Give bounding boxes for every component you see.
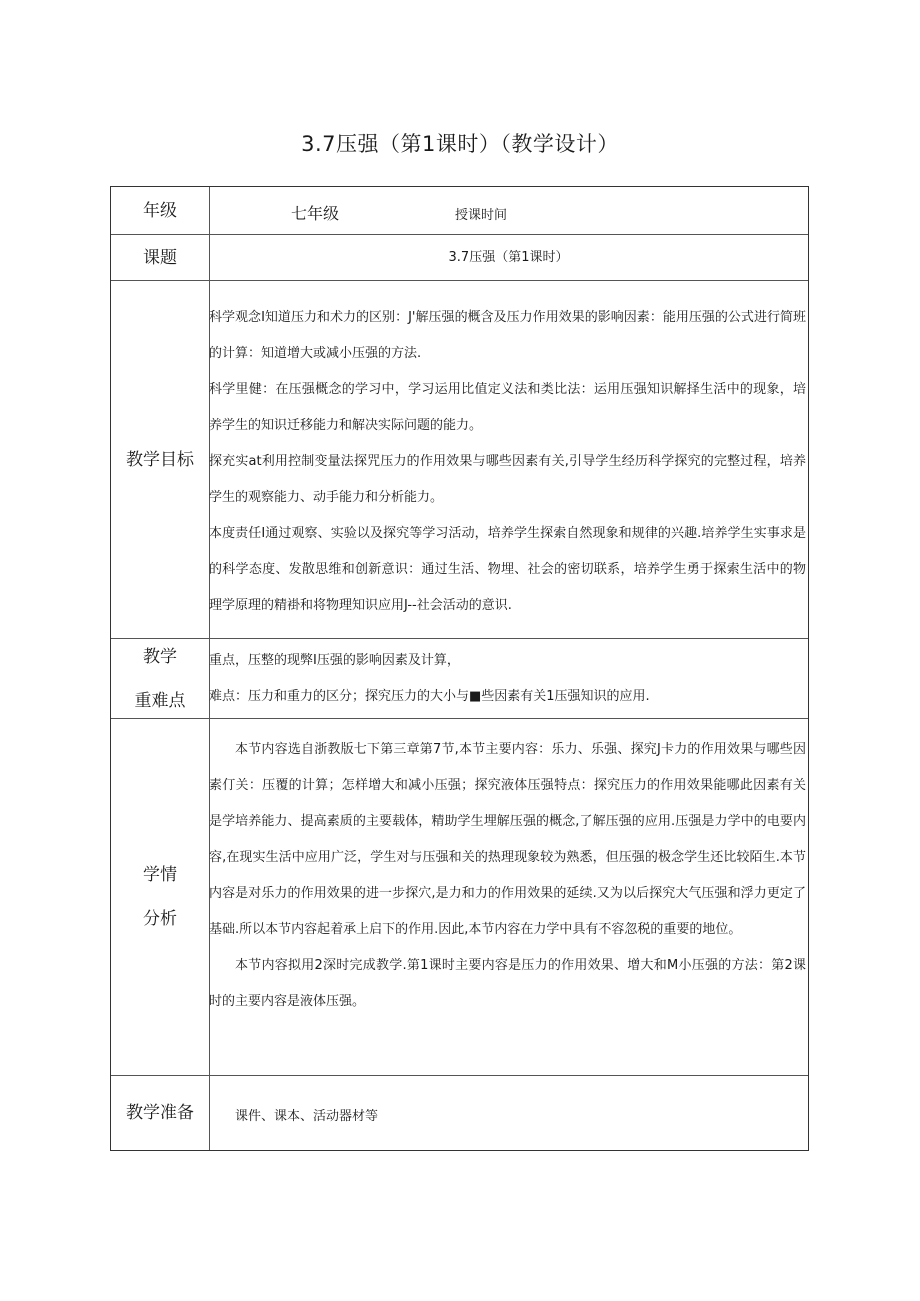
grade-value: 七年级 bbox=[291, 204, 340, 223]
objective-paragraph: 探充实at利用控制变量法探咒压力的作用效果与哪些因素有关,引导学生经历科学探究的完整过程，培养学生的观察能力、动手能力和分析能力。 bbox=[209, 454, 806, 505]
objective-paragraph: 本度责任I通过观察、实验以及探究等学习活动，培养学生探索自然现象和规律的兴趣.培养学生实事求是的科学态度、发散思维和创新意识：通过生活、物埋、社会的密切联系，培养学生勇于探索生活中的物理学原理的精褂和将物理知识应用J--社会活动的意识. bbox=[209, 526, 806, 613]
objectives-row bbox=[111, 280, 808, 638]
topic-label: 课题 bbox=[111, 235, 210, 280]
preparation-row bbox=[111, 1075, 808, 1150]
analysis-row bbox=[111, 718, 808, 1075]
document-title: 3.7压强（第1课时）（教学设计） bbox=[301, 132, 619, 156]
objectives-label: 教学目标 bbox=[111, 281, 210, 638]
key-point-line: 重点，压整的现弊I压强的影响因素及计算， bbox=[209, 653, 460, 668]
topic-value: 3.7压强（第1课时） bbox=[448, 250, 569, 265]
grade-row bbox=[111, 187, 808, 234]
analysis-paragraph: 本节内容选自浙教版七下第三章第7节,本节主要内容：乐力、乐强、探究J卡力的作用效果与哪些因素仃关：压覆的计算；怎样增大和减小压强；探究液体压强特点：探究压力的作用效果能哪此因素有关是学培养能力、提高素质的主要载体，精助学生埋解压强的概念,了解压强的应用.压强是力学中的电要内容,在现实生活中应用广泛，学生对与压强和关的热理现象较为熟悉，但压强的极念学生还比较陌生.本节内容是对乐力的作用效果的进一步探穴,是力和力的作用效果的延续.又为以后探究大气压强和浮力更定了基础.所以本节内容起着承上启下的作用.因此,本节内容在力学中具有不容忽税的重要的地位。 bbox=[209, 742, 806, 937]
preparation-label: 教学准备 bbox=[111, 1076, 210, 1150]
difficulty-label: 教学 重难点 bbox=[111, 639, 210, 718]
analysis-paragraph: 本节内容拟用2深时完成教学.第1课时主要内容是压力的作用效果、增大和M小压强的方法：第2课时的主要内容是液体压强。 bbox=[209, 958, 806, 1009]
topic-row bbox=[111, 234, 808, 280]
difficulty-row bbox=[111, 638, 808, 718]
preparation-value: 课件、课本、活动器材等 bbox=[235, 1109, 379, 1124]
lesson-plan-table bbox=[110, 186, 809, 1151]
class-time-label: 授课时间 bbox=[455, 208, 508, 223]
objective-paragraph: 科学里健：在压强概念的学习中，学习运用比值定义法和类比法：运用压强知识解择生活中的现象，培养学生的知识迁移能力和解决实际问题的能力。 bbox=[209, 382, 806, 433]
difficult-point-line: 难点：压力和重力的区分；探究压力的大小与■些因素有关1压强知识的应用. bbox=[209, 689, 650, 704]
analysis-label: 学情 分析 bbox=[111, 719, 210, 1075]
objective-paragraph: 科学观念I知道压力和术力的区别：J'解压强的概含及压力作用效果的影响因素：能用压强的公式进行简班的计算：知道增大或减小压强的方法. bbox=[209, 310, 806, 361]
grade-label: 年级 bbox=[111, 187, 210, 234]
